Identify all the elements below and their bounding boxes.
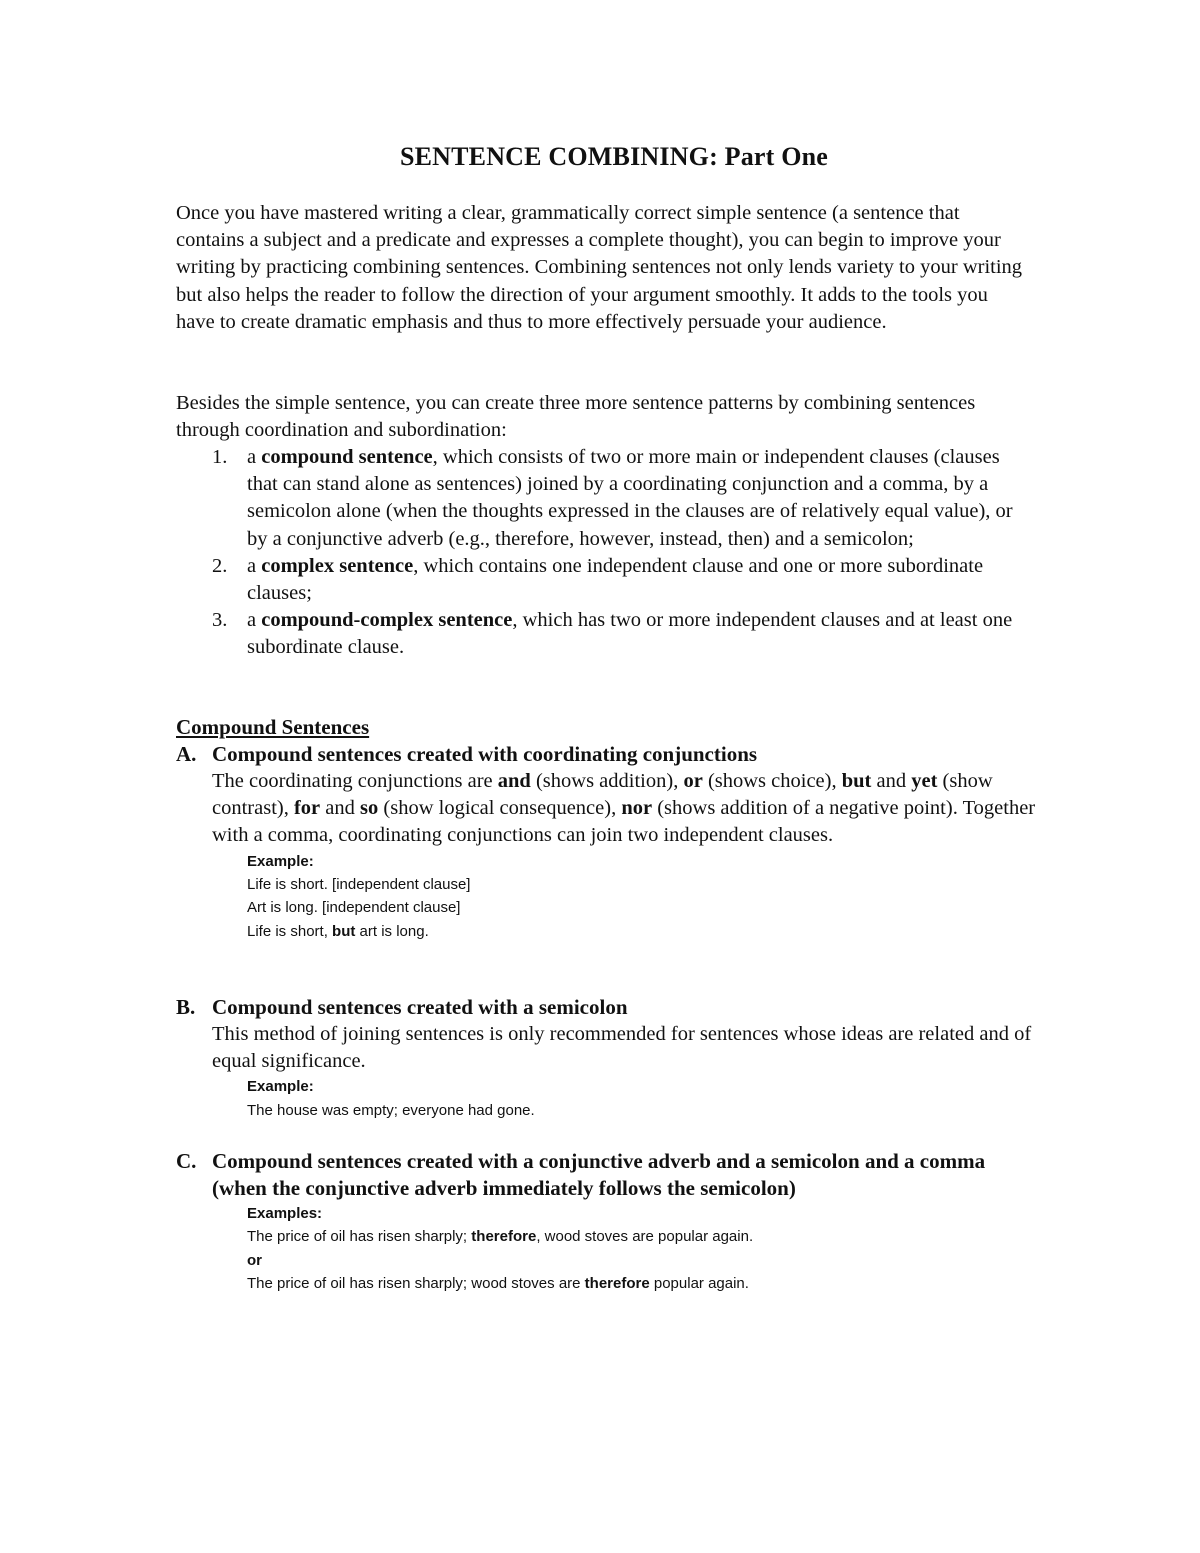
subsection-heading: Compound sentences created with a conjunctive adverb and a semicolon and a comma (when the conjunctive adverb immediately follows the semicolon) bbox=[212, 1149, 986, 1200]
example-connector: or bbox=[247, 1251, 262, 1269]
example-block bbox=[176, 850, 1036, 944]
list-item: 2. a complex sentence, which contains one independent clause and one or more subordinate clauses; bbox=[212, 554, 984, 605]
list-item: 1. a compound sentence, which consists of two or more main or independent clauses (clauses that can stand alone as sentences) joined by a coordinating conjunction and a comma, by a semicolon alone (when the thoughts expressed in the clauses are of relatively equal value), or by a conjunctive adverb (e.g., therefore, however, instead, then) and a semicolon; bbox=[212, 446, 1013, 550]
sentence-patterns-list bbox=[176, 444, 1026, 662]
subsection-body: The coordinating conjunctions are and (shows addition), or (shows choice), but and yet (show contrast), for and so (show logical consequence), nor (shows addition of a negative point). Together with a comma, coordinating conjunctions can join two independent clauses. bbox=[212, 770, 1036, 847]
example-line: The price of oil has risen sharply; therefore, wood stoves are popular again. bbox=[247, 1228, 754, 1246]
list-number: 3. bbox=[212, 609, 228, 632]
example-line: The price of oil has risen sharply; wood stoves are therefore popular again. bbox=[247, 1275, 749, 1293]
example-line: Life is short. [independent clause] bbox=[247, 876, 471, 894]
example-line: Life is short, but art is long. bbox=[247, 922, 429, 940]
patterns-intro-paragraph: Besides the simple sentence, you can create three more sentence patterns by combining sentences through coordination and subordination: bbox=[176, 392, 976, 442]
term-compound-complex-sentence: compound-complex sentence bbox=[261, 609, 513, 632]
term-complex-sentence: complex sentence bbox=[261, 554, 414, 577]
subsection-b bbox=[176, 994, 1036, 1122]
example-label: Example: bbox=[247, 1078, 314, 1096]
list-number: 1. bbox=[212, 446, 228, 468]
example-line: Art is long. [independent clause] bbox=[247, 899, 461, 917]
example-line: The house was empty; everyone had gone. bbox=[247, 1101, 535, 1119]
subsection-a bbox=[176, 741, 1036, 943]
intro-paragraph: Once you have mastered writing a clear, grammatically correct simple sentence (a sentence that contains a subject and a predicate and expresses a complete thought), you can begin to improve your writing by practicing combining sentences. Combining sentences not only lends variety to your writing but also helps the reader to follow the direction of your argument smoothly. It adds to the tools you have to create dramatic emphasis and thus to more effectively persuade your audience. bbox=[176, 202, 1023, 333]
subsection-letter: B. bbox=[176, 995, 196, 1019]
subsection-letter: A. bbox=[176, 742, 197, 766]
example-block bbox=[176, 1202, 1036, 1296]
list-item: 3. a compound-complex sentence, which has two or more independent clauses and at least one subordinate clause. bbox=[212, 609, 1013, 659]
subsection-body: This method of joining sentences is only recommended for sentences whose ideas are related and of equal significance. bbox=[212, 1023, 1032, 1073]
subsection-c bbox=[176, 1148, 1036, 1296]
page-title: SENTENCE COMBINING: Part One bbox=[399, 142, 829, 171]
term-compound-sentence: compound sentence bbox=[261, 446, 433, 468]
example-label: Example: bbox=[247, 852, 314, 870]
section-heading-compound-sentences: Compound Sentences bbox=[176, 715, 370, 739]
subsection-heading: Compound sentences created with coordinating conjunctions bbox=[212, 742, 758, 766]
example-block bbox=[176, 1075, 1036, 1122]
subsection-letter: C. bbox=[176, 1149, 197, 1173]
example-label: Examples: bbox=[247, 1205, 323, 1222]
subsection-heading: Compound sentences created with a semicolon bbox=[212, 995, 628, 1019]
list-number: 2. bbox=[212, 554, 228, 577]
